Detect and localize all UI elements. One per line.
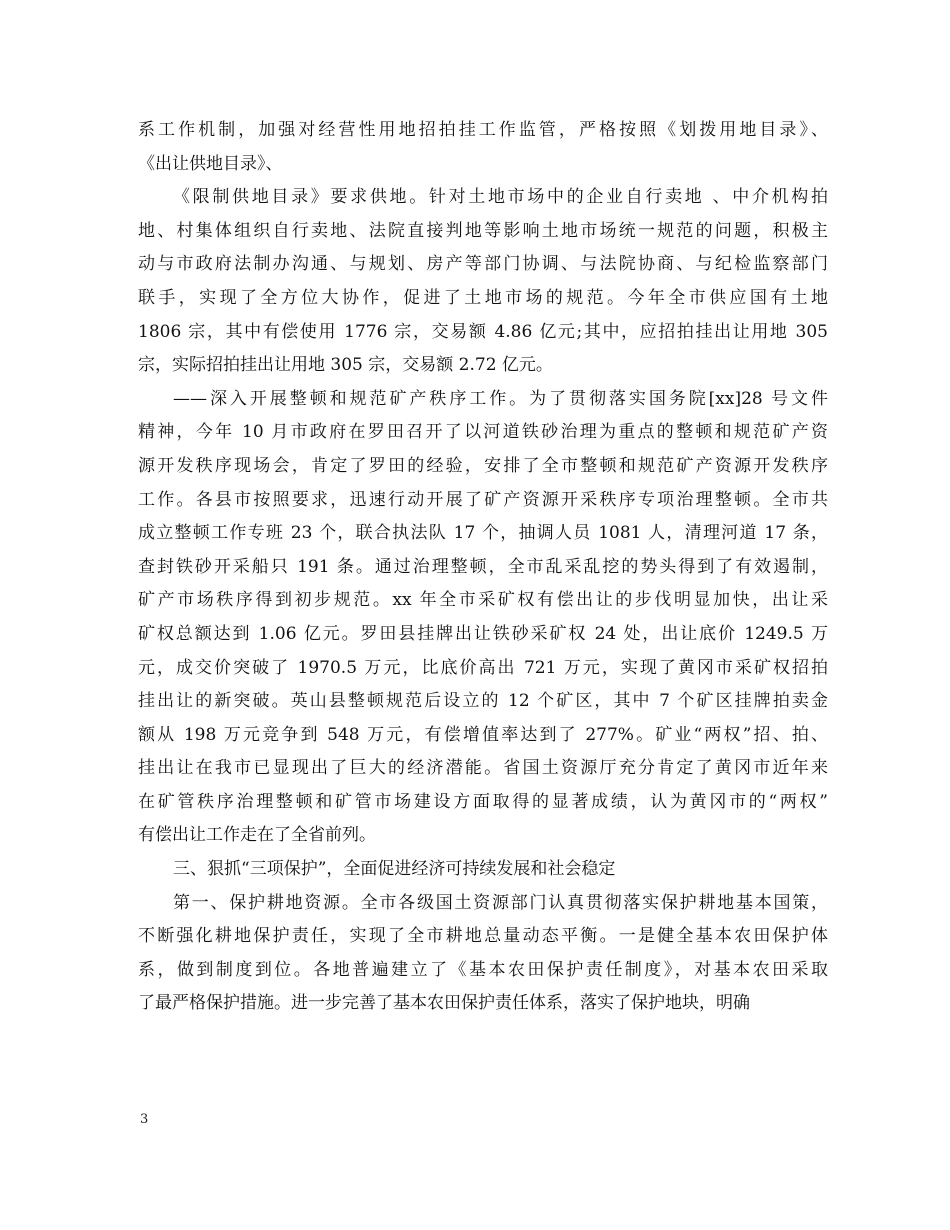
paragraph-2-line-4: 联手，实现了全方位大协作，促进了土地市场的规范。今年全市供应国有土地 [138, 287, 828, 308]
paragraph-5-line-1: 第一、保护耕地资源。全市各级国土资源部门认真贯彻落实保护耕地基本国策， [173, 892, 828, 913]
paragraph-3-line-10: 挂出让的新突破。英山县整顿规范后设立的 12 个矿区，其中 7 个矿区挂牌拍卖金 [138, 691, 828, 712]
paragraph-3-line-8: 矿权总额达到 1.06 亿元。罗田县挂牌出让铁砂采矿权 24 处，出让底价 1249.5 万 [138, 623, 828, 644]
paragraph-4-line-1: 三、狠抓“三项保护”，全面促进经济可持续发展和社会稳定 [173, 859, 616, 880]
paragraph-3-line-1: ——深入开展整顿和规范矿产秩序工作。为了贯彻落实国务院[xx]28 号文件 [173, 388, 828, 409]
paragraph-5-line-3: 系，做到制度到位。各地普遍建立了《基本农田保护责任制度》，对基本农田采取 [138, 959, 828, 980]
paragraph-3-line-7: 矿产市场秩序得到初步规范。xx 年全市采矿权有偿出让的步伐明显加快，出让采 [138, 590, 828, 611]
paragraph-3-line-14: 有偿出让工作走在了全省前列。 [138, 825, 376, 846]
paragraph-1-line-1: 系工作机制，加强对经营性用地招拍挂工作监管，严格按照《划拨用地目录》、 [138, 120, 828, 140]
paragraph-2-line-2: 地、村集体组织自行卖地、法院直接判地等影响土地市场统一规范的问题，积极主 [138, 220, 828, 241]
paragraph-3-line-2: 精神，今年 10 月市政府在罗田召开了以河道铁砂治理为重点的整顿和规范矿产资 [138, 422, 828, 443]
paragraph-3-line-9: 元，成交价突破了 1970.5 万元，比底价高出 721 万元，实现了黄冈市采矿权招拍 [138, 657, 828, 678]
paragraph-5-line-4: 了最严格保护措施。进一步完善了基本农田保护责任体系，落实了保护地块，明确 [138, 993, 750, 1014]
paragraph-3-line-6: 查封铁砂开采船只 191 条。通过治理整顿，全市乱采乱挖的势头得到了有效遏制， [138, 556, 828, 577]
page-number: 3 [140, 1112, 149, 1127]
paragraph-3-line-13: 在矿管秩序治理整顿和矿管市场建设方面取得的显著成绩，认为黄冈市的“两权” [138, 791, 828, 812]
paragraph-3-line-3: 源开发秩序现场会，肯定了罗田的经验，安排了全市整顿和规范矿产资源开发秩序 [138, 455, 828, 476]
paragraph-2-line-6: 宗，实际招拍挂出让用地 305 宗，交易额 2.72 亿元。 [138, 355, 553, 376]
paragraph-2-line-3: 动与市政府法制办沟通、与规划、房产等部门协调、与法院协商、与纪检监察部门 [138, 254, 828, 275]
paragraph-3-line-12: 挂出让在我市已显现出了巨大的经济潜能。省国土资源厅充分肯定了黄冈市近年来 [138, 758, 828, 779]
document-body [138, 114, 828, 1021]
paragraph-3-line-5: 成立整顿工作专班 23 个，联合执法队 17 个，抽调人员 1081 人，清理河道 17 条， [138, 523, 828, 544]
paragraph-1-line-2: 《出让供地目录》、 [138, 153, 283, 174]
paragraph-5-line-2: 不断强化耕地保护责任，实现了全市耕地总量动态平衡。一是健全基本农田保护体 [138, 926, 828, 947]
paragraph-3-line-4: 工作。各县市按照要求，迅速行动开展了矿产资源开采秩序专项治理整顿。全市共 [138, 489, 828, 510]
paragraph-3-line-11: 额从 198 万元竞争到 548 万元，有偿增值率达到了 277%。矿业“两权”招、拍、 [138, 724, 828, 745]
paragraph-2-line-5: 1806 宗，其中有偿使用 1776 宗，交易额 4.86 亿元;其中，应招拍挂出让用地 305 [138, 321, 828, 342]
paragraph-2-line-1: 《限制供地目录》要求供地。针对土地市场中的企业自行卖地 、中介机构拍 [173, 187, 828, 208]
